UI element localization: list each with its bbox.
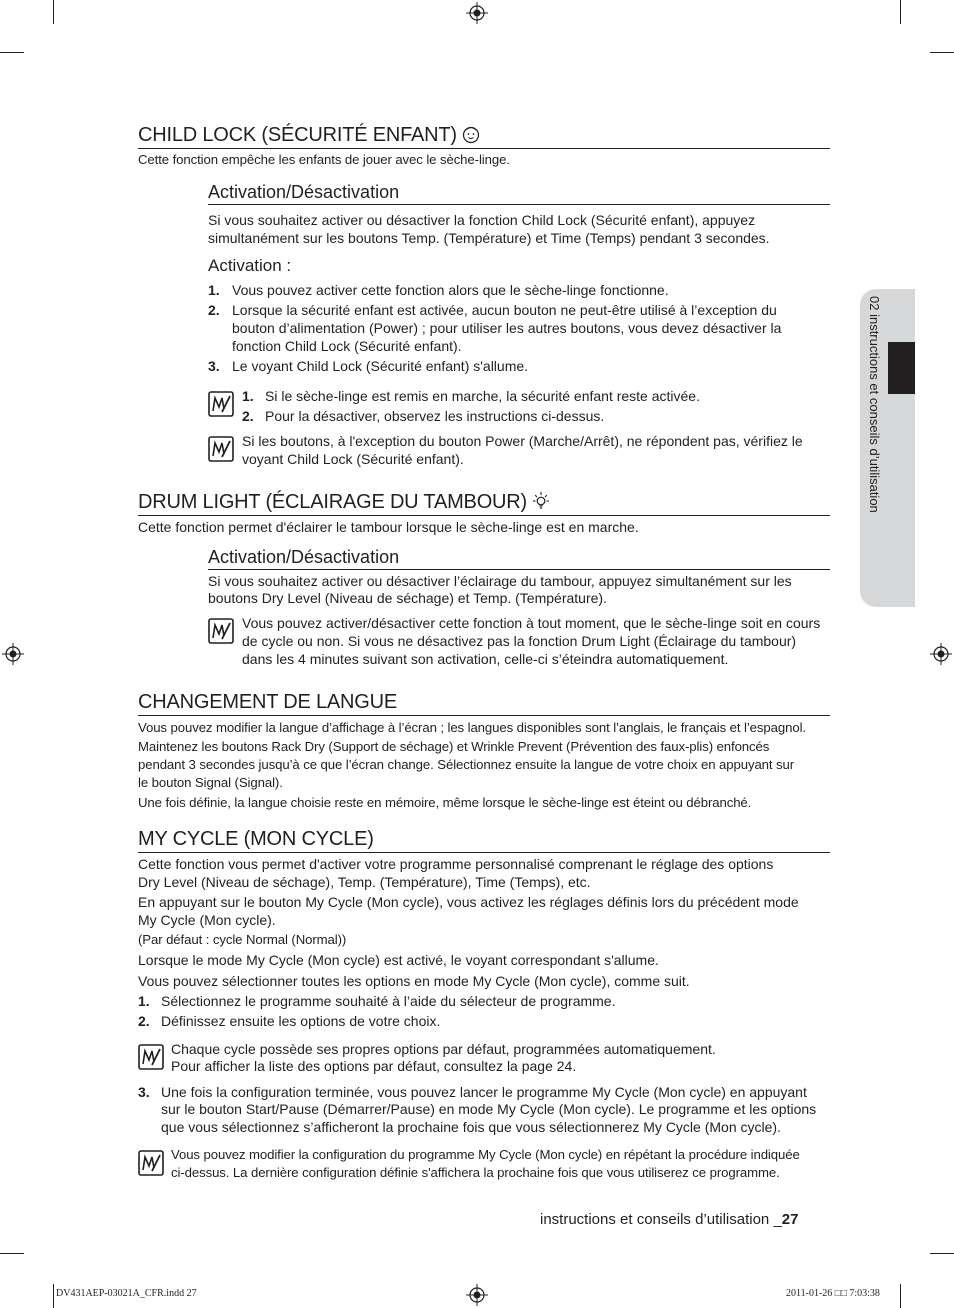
my-cycle-paragraph: Vous pouvez sélectionner toutes les options en mode My Cycle (Mon cycle), comme suit. (138, 973, 690, 989)
step-number: 2. (138, 1013, 150, 1029)
language-paragraph-line: pendant 3 secondes jusqu’à ce que l’écran change. Sélectionnez ensuite la langue de votre choix en appuyant sur (138, 757, 795, 772)
crop-mark (0, 52, 24, 53)
crop-mark (0, 1253, 24, 1254)
drum-light-title-text: DRUM LIGHT (ÉCLAIRAGE DU TAMBOUR) (138, 491, 527, 513)
step-text: Une fois la configuration terminée, vous pouvez lancer le programme My Cycle (Mon cycle) en appuyant (161, 1084, 807, 1100)
chapter-side-tab-label: 02 instructions et conseils d’utilisation (867, 296, 882, 513)
my-cycle-paragraph-line: Dry Level (Niveau de séchage), Temp. (Température), Time (Temps), etc. (138, 874, 591, 890)
step-text: sur le bouton Start/Pause (Démarrer/Pause) en mode My Cycle (Mon cycle). Le programme et les options (161, 1101, 817, 1117)
drum-light-section-title (138, 491, 830, 516)
registration-mark-icon (930, 643, 952, 665)
crop-mark (53, 0, 54, 24)
step-number: 1. (138, 993, 150, 1009)
language-section-title: CHANGEMENT DE LANGUE (138, 691, 830, 716)
note-text: voyant Child Lock (Sécurité enfant). (242, 451, 464, 467)
note-text: Pour afficher la liste des options par défaut, consultez la page 24. (171, 1058, 577, 1074)
step-text: Vous pouvez activer cette fonction alors que le sèche-linge fonctionne. (232, 282, 669, 298)
note-icon (208, 436, 234, 462)
note-text: Si les boutons, à l'exception du bouton Power (Marche/Arrêt), ne répondent pas, vérifiez le (242, 433, 803, 449)
note-text: Chaque cycle possède ses propres options par défaut, programmées automatiquement. (171, 1041, 716, 1057)
note-icon (208, 391, 234, 417)
language-paragraph-line: le bouton Signal (Signal). (138, 775, 283, 790)
my-cycle-paragraph-line: My Cycle (Mon cycle). (138, 912, 276, 928)
crop-mark (930, 1253, 954, 1254)
language-paragraph: Vous pouvez modifier la langue d’affichage à l’écran ; les langues disponibles sont l’anglais, le français et l’espagnol. (138, 720, 806, 735)
note-text: ci-dessus. La dernière configuration définie s'affichera la prochaine fois que vous utiliserez ce programme. (171, 1165, 780, 1180)
note-icon (208, 618, 234, 644)
my-cycle-default-note: (Par défaut : cycle Normal (Normal)) (138, 932, 347, 947)
chapter-indicator (888, 342, 915, 394)
print-slug-timestamp: 2011-01-26 □□ 7:03:38 (786, 1288, 880, 1299)
my-cycle-paragraph-line: En appuyant sur le bouton My Cycle (Mon cycle), vous activez les réglages définis lors du précédent mode (138, 894, 799, 910)
step-number: 2. (208, 302, 220, 318)
drum-light-paragraph-line: boutons Dry Level (Niveau de séchage) et Temp. (Température). (208, 590, 607, 606)
crop-mark (930, 52, 954, 53)
print-slug-filename: DV431AEP-03021A_CFR.indd 27 (56, 1288, 197, 1299)
step-text: bouton d’alimentation (Power) ; pour utiliser les autres boutons, vous devez désactiver la (232, 320, 782, 336)
child-lock-subtitle: Activation/Désactivation (208, 181, 830, 205)
step-text: fonction Child Lock (Sécurité enfant). (232, 338, 462, 354)
step-text: Le voyant Child Lock (Sécurité enfant) s'allume. (232, 358, 529, 374)
drum-light-intro: Cette fonction permet d'éclairer le tambour lorsque le sèche-linge est en marche. (138, 519, 639, 535)
registration-mark-icon (2, 643, 24, 665)
language-paragraph: Une fois définie, la langue choisie reste en mémoire, même lorsque le sèche-linge est éteint ou débranché. (138, 795, 752, 810)
baby-face-icon (461, 124, 481, 144)
note-text: Vous pouvez activer/désactiver cette fonction à tout moment, que le sèche-linge soit en cours (242, 615, 821, 631)
child-lock-paragraph-line: simultanément sur les boutons Temp. (Température) et Time (Temps) pendant 3 secondes. (208, 230, 770, 246)
my-cycle-paragraph-line: Cette fonction vous permet d'activer votre programme personnalisé comprenant le réglage des options (138, 856, 774, 872)
page-footer (540, 1211, 798, 1228)
step-number: 1. (208, 282, 220, 298)
note-text: de cycle ou non. Si vous ne désactivez pas la fonction Drum Light (Éclairage du tambour) (242, 633, 797, 649)
step-text: que vous sélectionnez s’afficheront la prochaine fois que vous sélectionnerez My Cycle (Mon cycle). (161, 1119, 781, 1135)
step-text: Lorsque la sécurité enfant est activée, aucun bouton ne peut-être utilisé à l’exception du (232, 302, 777, 318)
note-number: 1. (242, 388, 254, 404)
note-text: Pour la désactiver, observez les instructions ci-dessus. (265, 408, 605, 424)
my-cycle-section-title: MY CYCLE (MON CYCLE) (138, 828, 830, 853)
child-lock-paragraph-line: Si vous souhaitez activer ou désactiver la fonction Child Lock (Sécurité enfant), appuyez (208, 212, 756, 228)
note-icon (138, 1044, 164, 1070)
registration-mark-icon (466, 1284, 488, 1306)
footer-text: instructions et conseils d’utilisation _ (540, 1211, 782, 1228)
step-text: Définissez ensuite les options de votre choix. (161, 1013, 441, 1029)
activation-label: Activation : (208, 256, 292, 275)
drum-light-subtitle: Activation/Désactivation (208, 546, 830, 570)
my-cycle-paragraph: Lorsque le mode My Cycle (Mon cycle) est activé, le voyant correspondant s'allume. (138, 952, 659, 968)
note-text: Si le sèche-linge est remis en marche, la sécurité enfant reste activée. (265, 388, 700, 404)
language-paragraph-line: Maintenez les boutons Rack Dry (Support de séchage) et Wrinkle Prevent (Prévention des faux-plis) enfoncés (138, 739, 770, 754)
child-lock-intro: Cette fonction empêche les enfants de jouer avec le sèche-linge. (138, 152, 510, 167)
child-lock-title-text: CHILD LOCK (SÉCURITÉ ENFANT) (138, 124, 457, 146)
page-number: 27 (781, 1211, 799, 1228)
crop-mark (53, 1284, 54, 1308)
light-bulb-icon (531, 491, 551, 511)
step-text: Sélectionnez le programme souhaité à l’aide du sélecteur de programme. (161, 993, 616, 1009)
note-text: dans les 4 minutes suivant son activation, celle-ci s’éteindra automatiquement. (242, 651, 729, 667)
child-lock-section-title (138, 124, 830, 149)
drum-light-paragraph-line: Si vous souhaitez activer ou désactiver l’éclairage du tambour, appuyez simultanément sur les (208, 573, 792, 589)
note-text: Vous pouvez modifier la configuration du programme My Cycle (Mon cycle) en répétant la procédure indiquée (171, 1147, 800, 1162)
registration-mark-icon (466, 2, 488, 24)
step-number: 3. (208, 358, 220, 374)
note-number: 2. (242, 408, 254, 424)
crop-mark (900, 1284, 901, 1308)
note-icon (138, 1150, 164, 1176)
crop-mark (900, 0, 901, 24)
step-number: 3. (138, 1084, 150, 1100)
